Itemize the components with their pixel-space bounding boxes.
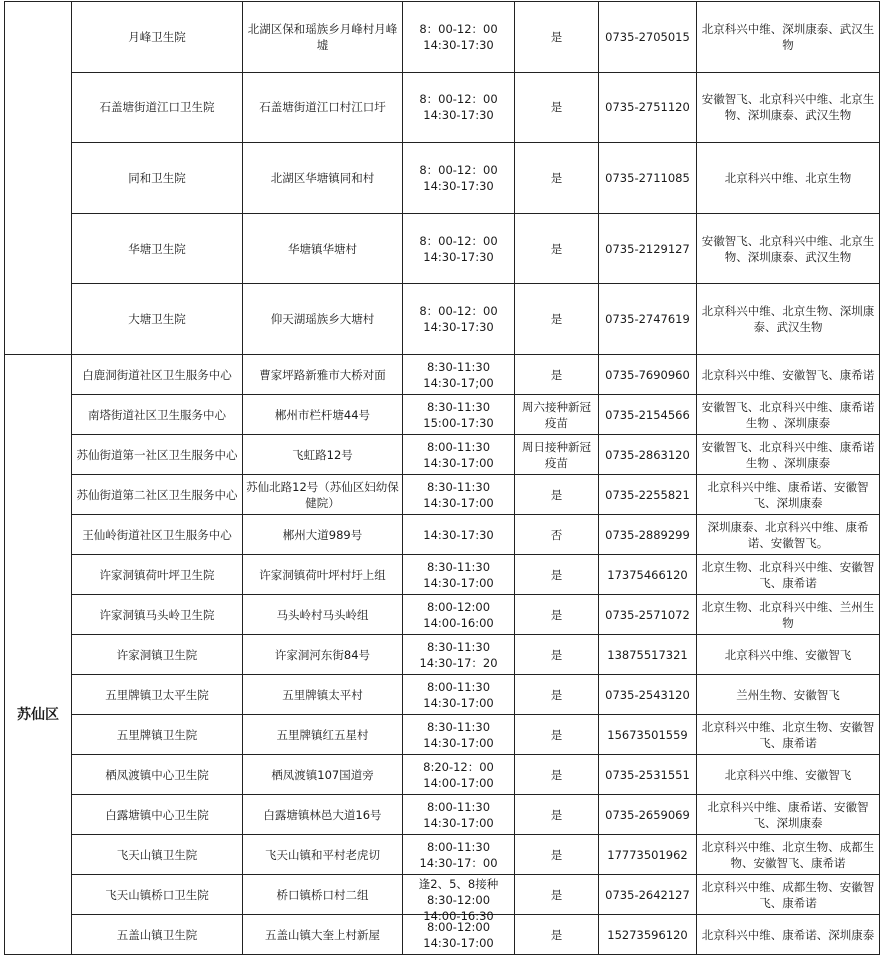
phone: 0735-2705015 — [605, 29, 690, 44]
phone: 17773501962 — [607, 847, 688, 862]
phone-cell — [599, 635, 697, 675]
address-cell — [243, 72, 403, 143]
site-name: 栖凤渡镇中心卫生院 — [105, 767, 209, 782]
address: 石盖塘街道江口村江口圩 — [259, 100, 386, 115]
site-name-cell — [72, 835, 243, 875]
covid-vaccine-available-cell — [515, 635, 599, 675]
hours: 8:30-11:30 14:30-17:00 — [423, 559, 494, 590]
hours: 8：00-12：00 14:30-17:30 — [419, 233, 498, 264]
phone: 0735-2659069 — [605, 807, 690, 822]
hours-cell — [403, 715, 515, 755]
vaccine-brands: 北京生物、北京科兴中维、安徽智飞、康希诺 — [701, 559, 875, 590]
phone-cell — [599, 284, 697, 355]
phone: 0735-2571072 — [605, 607, 690, 622]
address-cell — [243, 795, 403, 835]
site-name: 五里牌镇卫太平生院 — [105, 687, 209, 702]
hours-cell — [403, 2, 515, 73]
covid-vaccine-available-cell — [515, 715, 599, 755]
covid-vaccine-available-cell — [515, 2, 599, 73]
covid-vaccine-available-cell — [515, 395, 599, 435]
phone: 13875517321 — [607, 647, 688, 662]
hours-cell — [403, 284, 515, 355]
hours: 8:20-12：00 14:00-17:00 — [423, 759, 494, 790]
site-name-cell — [72, 143, 243, 214]
covid-vaccine-available-cell — [515, 143, 599, 214]
site-name: 石盖塘街道江口卫生院 — [99, 100, 215, 115]
address: 栖凤渡镇107国道旁 — [271, 767, 374, 782]
site-name: 许家洞镇荷叶坪卫生院 — [99, 567, 215, 582]
site-name-cell — [72, 213, 243, 284]
address: 苏仙北路12号（苏仙区妇幼保健院） — [246, 479, 399, 510]
covid-vaccine-available: 是 — [550, 367, 563, 382]
vaccine-brands: 北京科兴中维、北京生物 — [724, 170, 852, 185]
table-row — [5, 915, 880, 955]
hours-cell — [403, 355, 515, 395]
address: 马头岭村马头岭组 — [276, 607, 369, 622]
phone-cell — [599, 875, 697, 915]
hours-cell — [403, 835, 515, 875]
site-name: 许家洞镇马头岭卫生院 — [99, 607, 215, 622]
covid-vaccine-available: 周六接种新冠疫苗 — [522, 399, 591, 430]
hours: 8:30-11:30 14:30-17:00 — [423, 719, 494, 750]
vaccine-brands: 北京生物、北京科兴中维、兰州生物 — [701, 599, 875, 630]
vaccine-brands-cell — [697, 72, 880, 143]
site-name: 五里牌镇卫生院 — [116, 727, 198, 742]
vaccine-brands-cell — [697, 795, 880, 835]
covid-vaccine-available: 是 — [550, 647, 563, 662]
site-name: 王仙岭街道社区卫生服务中心 — [82, 527, 232, 542]
address: 北湖区华塘镇同和村 — [270, 170, 375, 185]
covid-vaccine-available-cell — [515, 915, 599, 955]
table-row — [5, 435, 880, 475]
hours: 8:00-11:30 14:30-17:00 — [423, 799, 494, 830]
phone: 0735-2711085 — [605, 170, 690, 185]
covid-vaccine-available: 是 — [550, 312, 563, 327]
address-cell — [243, 2, 403, 73]
address-cell — [243, 715, 403, 755]
vaccine-brands: 北京科兴中维、康希诺、安徽智飞、深圳康泰 — [707, 479, 869, 510]
phone-cell — [599, 835, 697, 875]
vaccine-brands-cell — [697, 835, 880, 875]
table-row — [5, 555, 880, 595]
vaccine-brands-cell — [697, 635, 880, 675]
covid-vaccine-available-cell — [515, 875, 599, 915]
covid-vaccine-available-cell — [515, 355, 599, 395]
table-row — [5, 395, 880, 435]
site-name-cell — [72, 915, 243, 955]
vaccine-brands-cell — [697, 284, 880, 355]
hours: 逢2、5、8接种 8:30-12:00 14:00-16:30 — [418, 876, 499, 923]
vaccine-brands: 北京科兴中维、深圳康泰、武汉生物 — [701, 21, 875, 52]
phone-cell — [599, 475, 697, 515]
hours-cell — [403, 72, 515, 143]
vaccine-brands-cell — [697, 435, 880, 475]
phone-cell — [599, 595, 697, 635]
hours-cell — [403, 555, 515, 595]
address-cell — [243, 475, 403, 515]
hours: 8:00-12:00 14:00-16:00 — [423, 599, 494, 630]
address: 飞天山镇和平村老虎切 — [265, 847, 380, 862]
site-name: 白鹿洞街道社区卫生服务中心 — [82, 367, 232, 382]
vaccine-brands-cell — [697, 915, 880, 955]
phone: 15273596120 — [607, 927, 688, 942]
phone: 0735-2751120 — [605, 100, 690, 115]
district-name: 苏仙区 — [17, 707, 59, 723]
covid-vaccine-available: 是 — [550, 927, 563, 942]
phone-cell — [599, 72, 697, 143]
address-cell — [243, 213, 403, 284]
phone: 0735-2863120 — [605, 447, 690, 462]
covid-vaccine-available: 是 — [550, 687, 563, 702]
vaccine-brands-cell — [697, 515, 880, 555]
address-cell — [243, 143, 403, 214]
covid-vaccine-available-cell — [515, 284, 599, 355]
site-name-cell — [72, 435, 243, 475]
address: 郴州大道989号 — [282, 527, 363, 542]
covid-vaccine-available: 周日接种新冠疫苗 — [522, 439, 591, 470]
phone-cell — [599, 715, 697, 755]
vaccine-brands-cell — [697, 555, 880, 595]
address-cell — [243, 675, 403, 715]
vaccine-brands: 深圳康泰、北京科兴中维、康希诺、安徽智飞。 — [707, 519, 869, 550]
hours-cell — [403, 475, 515, 515]
phone: 0735-2531551 — [605, 767, 690, 782]
site-name-cell — [72, 755, 243, 795]
address-cell — [243, 355, 403, 395]
covid-vaccine-available-cell — [515, 555, 599, 595]
hours-cell — [403, 213, 515, 284]
covid-vaccine-available-cell — [515, 795, 599, 835]
site-name: 飞天山镇卫生院 — [116, 847, 198, 862]
vaccine-brands: 安徽智飞、北京科兴中维、康希诺生物 、深圳康泰 — [701, 439, 875, 470]
covid-vaccine-available: 是 — [550, 170, 563, 185]
site-name-cell — [72, 675, 243, 715]
address: 郴州市栏杆塘44号 — [274, 407, 371, 422]
covid-vaccine-available-cell — [515, 475, 599, 515]
phone: 0735-2543120 — [605, 687, 690, 702]
table-row — [5, 875, 880, 915]
site-name-cell — [72, 715, 243, 755]
address: 北湖区保和瑶族乡月峰村月峰墟 — [247, 21, 398, 52]
phone-cell — [599, 555, 697, 595]
address-cell — [243, 875, 403, 915]
phone: 15673501559 — [607, 727, 688, 742]
address-cell — [243, 284, 403, 355]
phone-cell — [599, 395, 697, 435]
site-name: 飞天山镇桥口卫生院 — [105, 887, 209, 902]
site-name: 苏仙街道第二社区卫生服务中心 — [76, 487, 238, 502]
hours-cell — [403, 915, 515, 955]
site-name: 华塘卫生院 — [128, 241, 186, 256]
address: 白露塘镇林邑大道16号 — [263, 807, 382, 822]
table-row — [5, 355, 880, 395]
address: 曹家坪路新雅市大桥对面 — [259, 367, 386, 382]
address: 桥口镇桥口村二组 — [276, 887, 369, 902]
address: 五里牌镇太平村 — [282, 687, 363, 702]
site-name-cell — [72, 875, 243, 915]
address-cell — [243, 435, 403, 475]
covid-vaccine-available-cell — [515, 835, 599, 875]
hours: 8：00-12：00 14:30-17:30 — [419, 162, 498, 193]
vaccine-brands: 北京科兴中维、成都生物、安徽智飞、康希诺 — [701, 879, 875, 910]
table-row — [5, 715, 880, 755]
phone-cell — [599, 435, 697, 475]
vaccine-brands-cell — [697, 2, 880, 73]
covid-vaccine-available: 是 — [550, 567, 563, 582]
vaccine-brands: 兰州生物、安徽智飞 — [736, 687, 840, 702]
vaccine-brands-cell — [697, 755, 880, 795]
hours-cell — [403, 395, 515, 435]
vaccine-brands-cell — [697, 355, 880, 395]
covid-vaccine-available-cell — [515, 72, 599, 143]
site-name: 白露塘镇中心卫生院 — [105, 807, 209, 822]
table-row — [5, 2, 880, 73]
address: 仰天湖瑶族乡大塘村 — [270, 312, 375, 327]
phone-cell — [599, 915, 697, 955]
district-cell — [5, 355, 72, 955]
site-name-cell — [72, 72, 243, 143]
address-cell — [243, 595, 403, 635]
site-name: 五盖山镇卫生院 — [116, 927, 198, 942]
phone-cell — [599, 213, 697, 284]
table-row — [5, 213, 880, 284]
vaccine-brands-cell — [697, 595, 880, 635]
covid-vaccine-available: 是 — [550, 487, 563, 502]
address: 许家洞河东街84号 — [274, 647, 371, 662]
vaccine-brands-cell — [697, 715, 880, 755]
address: 华塘镇华塘村 — [288, 241, 357, 256]
phone-cell — [599, 755, 697, 795]
table-row — [5, 284, 880, 355]
site-name-cell — [72, 635, 243, 675]
site-name: 月峰卫生院 — [128, 29, 186, 44]
district-cell — [5, 2, 72, 355]
table-row — [5, 635, 880, 675]
site-name-cell — [72, 355, 243, 395]
covid-vaccine-available: 是 — [550, 727, 563, 742]
district-name — [8, 2, 68, 354]
table-row — [5, 795, 880, 835]
site-name: 大塘卫生院 — [128, 312, 186, 327]
covid-vaccine-available: 是 — [550, 847, 563, 862]
vaccine-brands-cell — [697, 475, 880, 515]
vaccine-brands-cell — [697, 395, 880, 435]
phone-cell — [599, 515, 697, 555]
hours: 8:00-11:30 14:30-17：00 — [419, 839, 498, 870]
hours-cell — [403, 635, 515, 675]
vaccine-brands-cell — [697, 143, 880, 214]
site-name-cell — [72, 2, 243, 73]
address: 五盖山镇大奎上村新屋 — [265, 927, 380, 942]
address-cell — [243, 515, 403, 555]
vaccine-brands-cell — [697, 675, 880, 715]
phone-cell — [599, 143, 697, 214]
phone: 0735-2889299 — [605, 527, 690, 542]
address-cell — [243, 915, 403, 955]
covid-vaccine-available-cell — [515, 595, 599, 635]
vaccine-brands: 北京科兴中维、安徽智飞 — [724, 647, 852, 662]
hours: 8:00-11:30 14:30-17:00 — [423, 679, 494, 710]
hours: 14:30-17:30 — [423, 527, 494, 542]
covid-vaccine-available: 是 — [550, 607, 563, 622]
hours: 8:00-11:30 14:30-17:00 — [423, 439, 494, 470]
covid-vaccine-available: 是 — [550, 29, 563, 44]
vaccine-brands: 北京科兴中维、北京生物、安徽智飞、康希诺 — [701, 719, 875, 750]
table-row — [5, 515, 880, 555]
covid-vaccine-available-cell — [515, 675, 599, 715]
vaccine-brands: 安徽智飞、北京科兴中维、康希诺生物 、深圳康泰 — [701, 399, 875, 430]
hours-cell — [403, 515, 515, 555]
site-name-cell — [72, 284, 243, 355]
hours-cell — [403, 595, 515, 635]
covid-vaccine-available-cell — [515, 213, 599, 284]
covid-vaccine-available-cell — [515, 435, 599, 475]
vaccine-brands: 北京科兴中维、北京生物、深圳康泰、武汉生物 — [701, 304, 875, 335]
hours: 8:30-11:30 14:30-17：20 — [419, 639, 498, 670]
address-cell — [243, 555, 403, 595]
table-row — [5, 143, 880, 214]
hours-cell — [403, 755, 515, 795]
address-cell — [243, 635, 403, 675]
hours-cell — [403, 143, 515, 214]
site-name-cell — [72, 555, 243, 595]
hours: 8：00-12：00 14:30-17:30 — [419, 304, 498, 335]
hours-cell — [403, 795, 515, 835]
address-cell — [243, 395, 403, 435]
address: 飞虹路12号 — [292, 447, 353, 462]
vaccine-brands: 北京科兴中维、康希诺、深圳康泰 — [701, 927, 875, 942]
site-name: 许家洞镇卫生院 — [116, 647, 198, 662]
vaccine-brands: 北京科兴中维、安徽智飞 — [724, 767, 852, 782]
site-name: 南塔街道社区卫生服务中心 — [88, 407, 226, 422]
phone: 17375466120 — [607, 567, 688, 582]
table-row — [5, 595, 880, 635]
covid-vaccine-available: 是 — [550, 100, 563, 115]
vaccine-brands-cell — [697, 875, 880, 915]
site-name-cell — [72, 595, 243, 635]
site-name-cell — [72, 515, 243, 555]
covid-vaccine-available-cell — [515, 755, 599, 795]
covid-vaccine-available: 是 — [550, 767, 563, 782]
covid-vaccine-available: 否 — [550, 527, 563, 542]
table-row — [5, 835, 880, 875]
hours: 8：00-12：00 14:30-17:30 — [419, 21, 498, 52]
covid-vaccine-available: 是 — [550, 807, 563, 822]
hours: 8:30-11:30 14:30-17:00 — [423, 479, 494, 510]
hours: 8：00-12：00 14:30-17:30 — [419, 92, 498, 123]
phone: 0735-2255821 — [605, 487, 690, 502]
phone: 0735-7690960 — [605, 367, 690, 382]
phone-cell — [599, 795, 697, 835]
vaccine-brands: 北京科兴中维、康希诺、安徽智飞、深圳康泰 — [707, 799, 869, 830]
hours: 8:30-11:30 15:00-17:30 — [423, 399, 494, 430]
site-name: 苏仙街道第一社区卫生服务中心 — [76, 447, 238, 462]
phone-cell — [599, 2, 697, 73]
covid-vaccine-available-cell — [515, 515, 599, 555]
hours-cell — [403, 875, 515, 923]
site-name-cell — [72, 795, 243, 835]
address-cell — [243, 835, 403, 875]
hours-cell — [403, 435, 515, 475]
vaccine-brands: 安徽智飞、北京科兴中维、北京生物、深圳康泰、武汉生物 — [701, 233, 875, 264]
table-row — [5, 755, 880, 795]
phone-cell — [599, 355, 697, 395]
site-name: 同和卫生院 — [128, 170, 186, 185]
covid-vaccine-available: 是 — [550, 887, 563, 902]
vaccine-brands: 北京科兴中维、北京生物、成都生物、安徽智飞、康希诺 — [701, 839, 875, 870]
vaccination-sites-table — [4, 1, 880, 955]
vaccine-brands: 安徽智飞、北京科兴中维、北京生物、深圳康泰、武汉生物 — [701, 92, 875, 123]
table-row — [5, 675, 880, 715]
vaccine-brands-cell — [697, 213, 880, 284]
phone: 0735-2129127 — [605, 241, 690, 256]
phone: 0735-2747619 — [605, 312, 690, 327]
covid-vaccine-available: 是 — [550, 241, 563, 256]
table-row — [5, 475, 880, 515]
phone: 0735-2154566 — [605, 407, 690, 422]
hours: 8:30-11:30 14:30-17;00 — [423, 359, 494, 390]
hours-cell — [403, 675, 515, 715]
table-row — [5, 72, 880, 143]
site-name-cell — [72, 395, 243, 435]
phone-cell — [599, 675, 697, 715]
address-cell — [243, 755, 403, 795]
site-name-cell — [72, 475, 243, 515]
address: 五里牌镇红五星村 — [276, 727, 369, 742]
address: 许家洞镇荷叶坪村圩上组 — [259, 567, 386, 582]
phone: 0735-2642127 — [605, 887, 690, 902]
hours: 8:00-12:00 14:30-17:00 — [423, 919, 494, 950]
vaccine-brands: 北京科兴中维、安徽智飞、康希诺 — [701, 367, 875, 382]
